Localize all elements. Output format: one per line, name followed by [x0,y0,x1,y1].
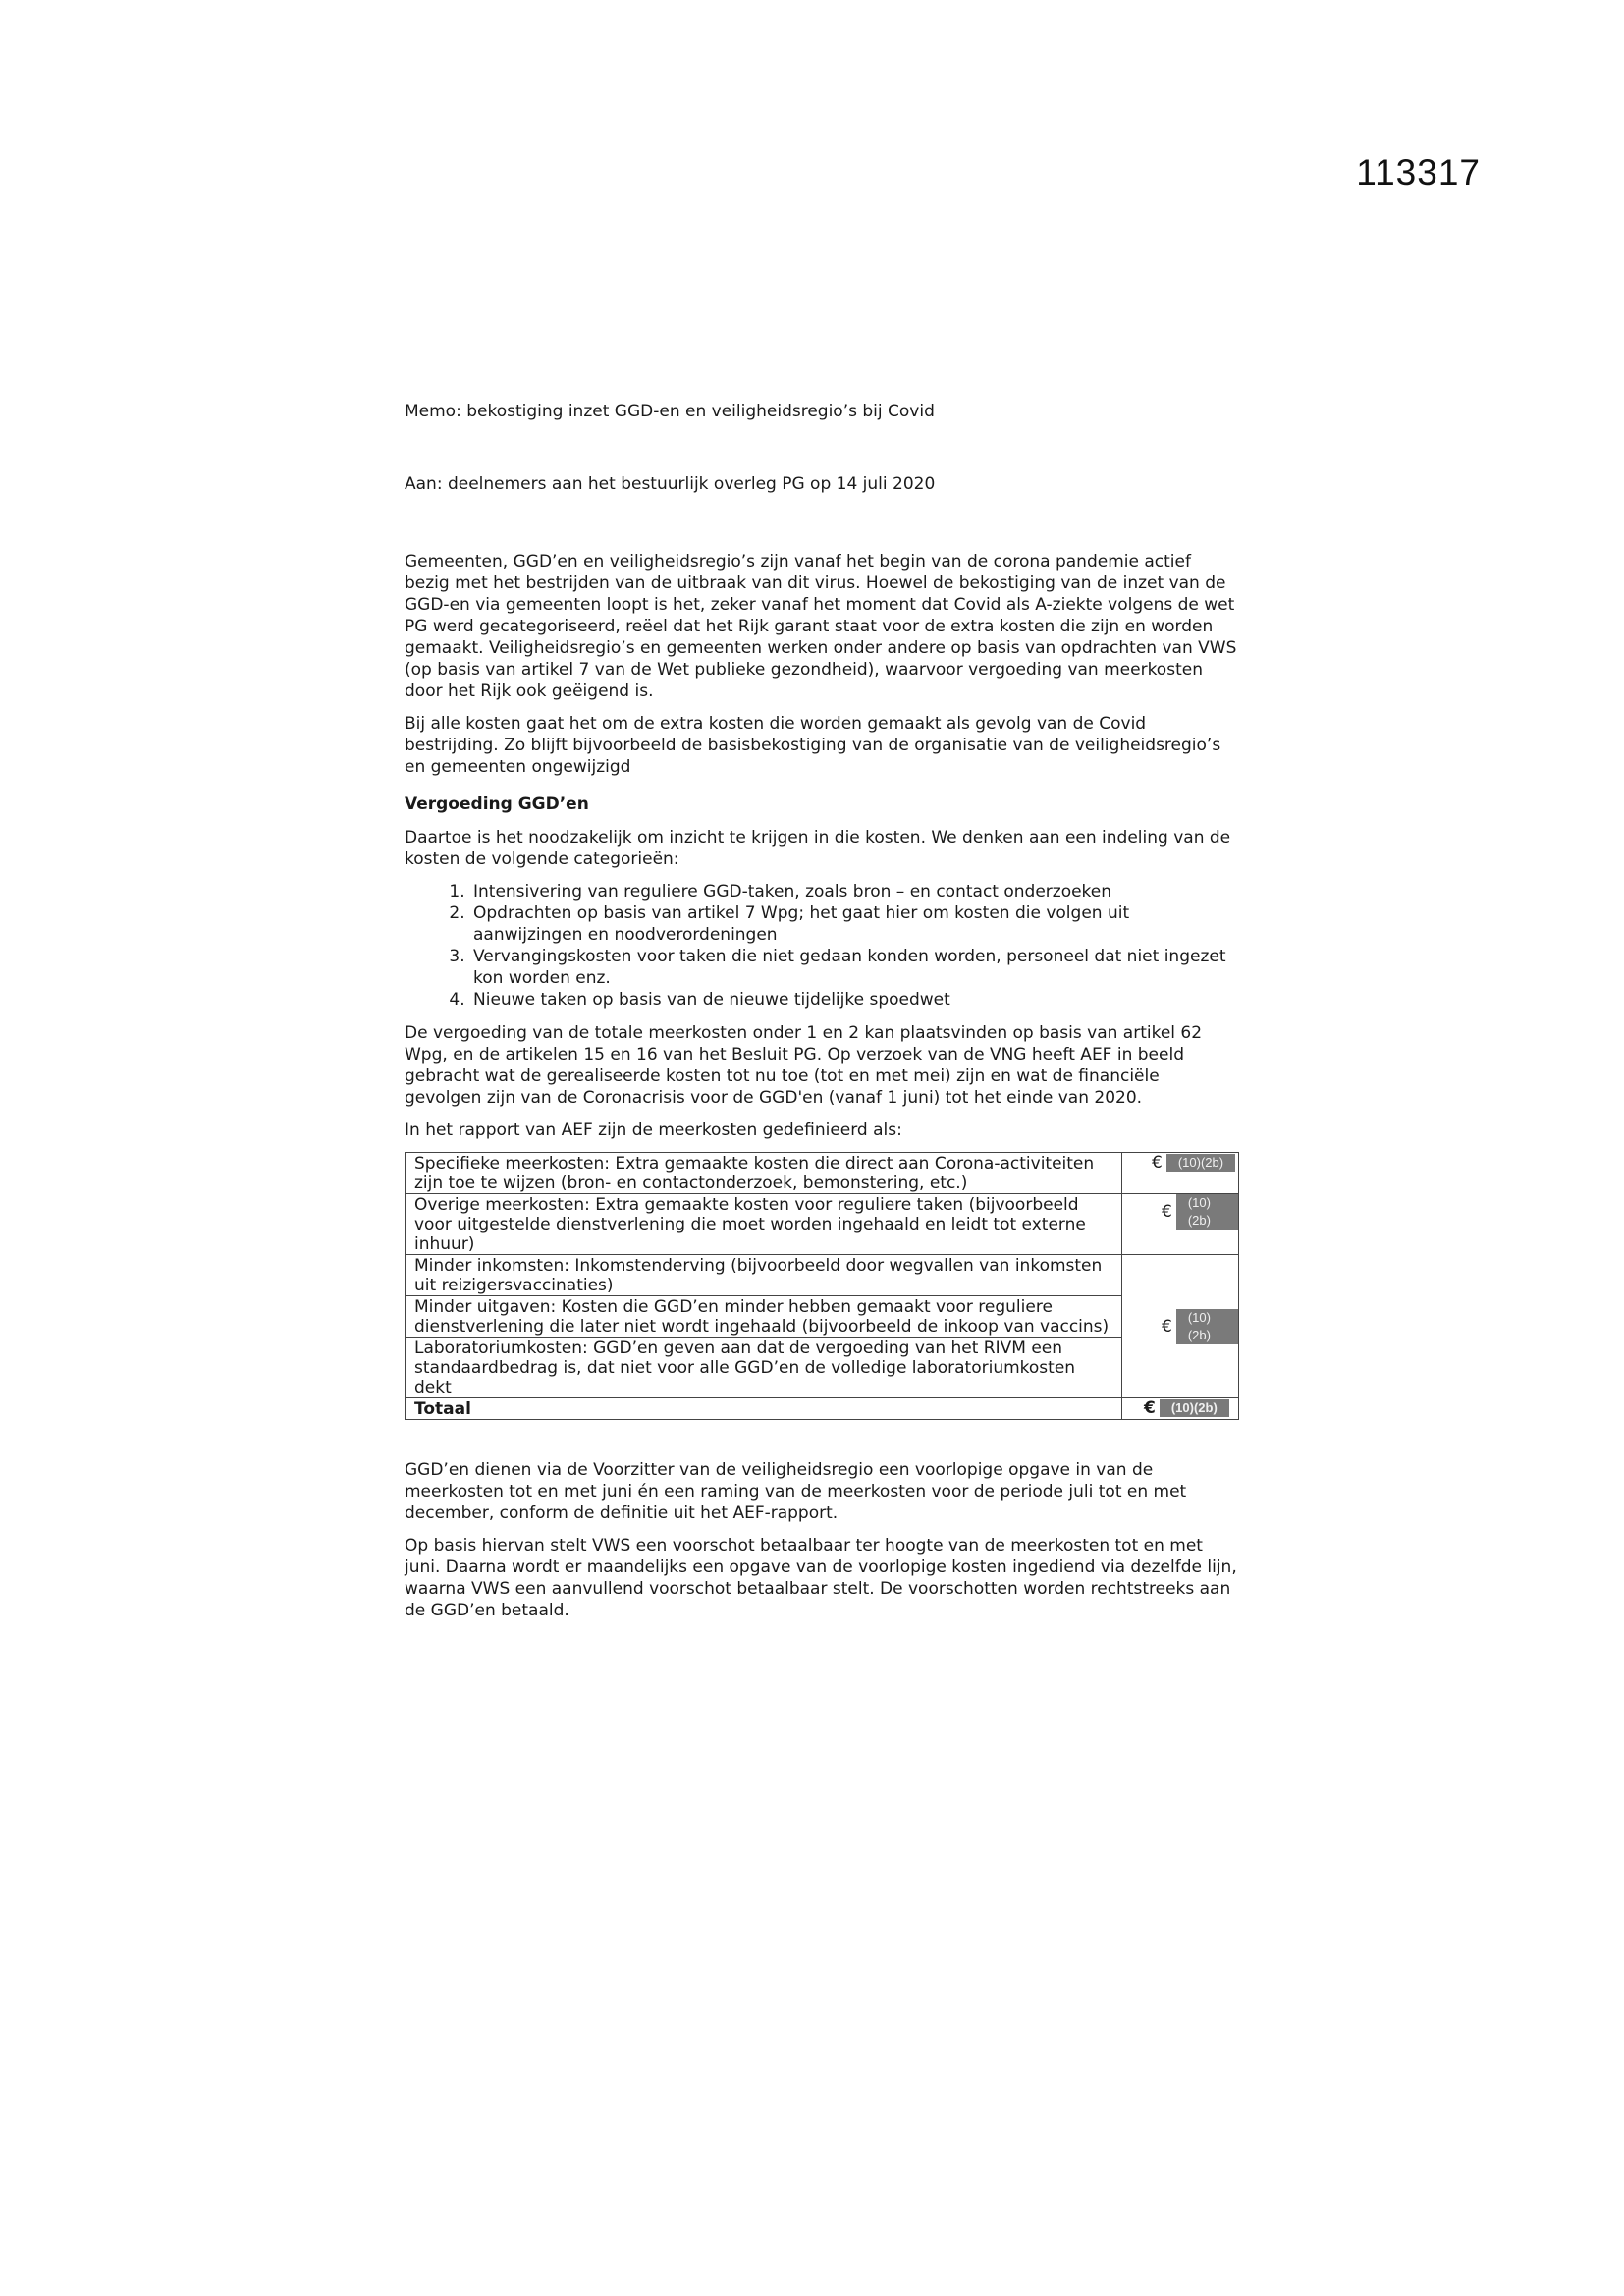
cost-definition-table [405,1152,1239,1420]
redaction-mark: (10)(2b) [1176,1309,1238,1344]
amount-cell [1122,1153,1239,1194]
table-row [406,1296,1239,1338]
memo-recipients: Aan: deelnemers aan het bestuurlijk overleg PG op 14 juli 2020 [405,474,936,494]
list-item: 2. Opdrachten op basis van artikel 7 Wpg; het gaat hier om kosten die volgen uit aanwijzingen en noodverordeningen [470,902,1239,946]
table-row [406,1194,1239,1255]
memo-title: Memo: bekostiging inzet GGD-en en veiligheidsregio’s bij Covid [405,402,935,421]
closing-paragraph-2: Op basis hiervan stelt VWS een voorschot betaalbaar ter hoogte van de meerkosten tot en met juni. Daarna wordt er maandelijks een opgave van de voorlopige kosten ingediend via dezelfde lijn, waarna VWS een aanvullend voorschot betaalbaar stelt. De voorschotten worden rechtstreeks aan de GGD’en betaald. [405,1536,1237,1620]
intro-paragraph-1: Gemeenten, GGD’en en veiligheidsregio’s zijn vanaf het begin van de corona pandemie actief bezig met het bestrijden van de uitbraak van dit virus. Hoewel de bekostiging van de inzet van de GGD-en via gemeenten loopt is het, zeker vanaf het moment dat Covid als A-ziekte volgens de wet PG werd gecategoriseerd, reëel dat het Rijk garant staat voor de extra kosten die zijn en worden gemaakt. Veiligheidsregio’s en gemeenten werken onder andere op basis van opdrachten van VWS (op basis van artikel 7 van de Wet publieke gezondheid), waarvoor vergoeding van meerkosten door het Rijk ook geëigend is. [405,552,1237,701]
section-heading: Vergoeding GGD’en [405,794,589,814]
redaction-mark: (10)(2b) [1166,1154,1235,1172]
memo-body [405,401,1239,1632]
amount-cell [1122,1194,1239,1255]
amount-cell [1122,1255,1239,1398]
category-list [405,881,1239,1011]
table-cell: Laboratoriumkosten: GGD’en geven aan dat de vergoeding van het RIVM een standaardbedrag is, dat niet voor alle GGD’en de volledige laboratoriumkosten dekt [406,1338,1122,1398]
table-cell: Overige meerkosten: Extra gemaakte kosten voor reguliere taken (bijvoorbeeld voor uitgestelde dienstverlening die moet worden ingehaald en leidt tot externe inhuur) [406,1194,1122,1255]
aef-paragraph: In het rapport van AEF zijn de meerkosten gedefinieerd als: [405,1121,902,1140]
currency-symbol: € [1162,1202,1172,1222]
redaction-mark: (10)(2b) [1160,1399,1229,1417]
currency-symbol: € [1162,1316,1172,1337]
table-cell: Minder inkomsten: Inkomstenderving (bijvoorbeeld door wegvallen van inkomsten uit reizigersvaccinaties) [406,1255,1122,1296]
amount-cell [1122,1398,1239,1420]
currency-symbol: € [1152,1153,1163,1173]
redaction-mark: (10)(2b) [1176,1194,1238,1230]
table-cell: Specifieke meerkosten: Extra gemaakte kosten die direct aan Corona-activiteiten zijn toe te wijzen (bron- en contactonderzoek, bemonstering, etc.) [406,1153,1122,1194]
closing-paragraph-1: GGD’en dienen via de Voorzitter van de veiligheidsregio een voorlopige opgave in van de meerkosten tot en met juni én een raming van de meerkosten voor de periode juli tot en met december, conform de definitie uit het AEF-rapport. [405,1460,1187,1523]
total-label: Totaal [406,1398,1122,1420]
list-item: 3. Vervangingskosten voor taken die niet gedaan konden worden, personeel dat niet ingezet kon worden enz. [470,946,1239,989]
reimbursement-paragraph: De vergoeding van de totale meerkosten onder 1 en 2 kan plaatsvinden op basis van artikel 62 Wpg, en de artikelen 15 en 16 van het Besluit PG. Op verzoek van de VNG heeft AEF in beeld gebracht wat de gerealiseerde kosten tot nu toe (tot en met mei) zijn en wat de financiële gevolgen zijn van de Coronacrisis voor de GGD'en (vanaf 1 juni) tot het einde van 2020. [405,1023,1203,1108]
table-cell: Minder uitgaven: Kosten die GGD’en minder hebben gemaakt voor reguliere dienstverlening die later niet wordt ingehaald (bijvoorbeeld de inkoop van vaccins) [406,1296,1122,1338]
document-number: 113317 [1356,152,1481,192]
intro-paragraph-2: Bij alle kosten gaat het om de extra kosten die worden gemaakt als gevolg van de Covid bestrijding. Zo blijft bijvoorbeeld de basisbekostiging van de organisatie van de veiligheidsregio’s en gemeenten ongewijzigd [405,714,1221,777]
table-row [406,1338,1239,1398]
table-row [406,1153,1239,1194]
currency-symbol: € [1144,1398,1156,1418]
table-row [406,1255,1239,1296]
list-item: 1. Intensivering van reguliere GGD-taken, zoals bron – en contact onderzoeken [470,881,1239,902]
section-intro: Daartoe is het noodzakelijk om inzicht te krijgen in die kosten. We denken aan een indeling van de kosten de volgende categorieën: [405,828,1231,869]
list-item: 4. Nieuwe taken op basis van de nieuwe tijdelijke spoedwet [470,989,1239,1011]
table-row-total [406,1398,1239,1420]
